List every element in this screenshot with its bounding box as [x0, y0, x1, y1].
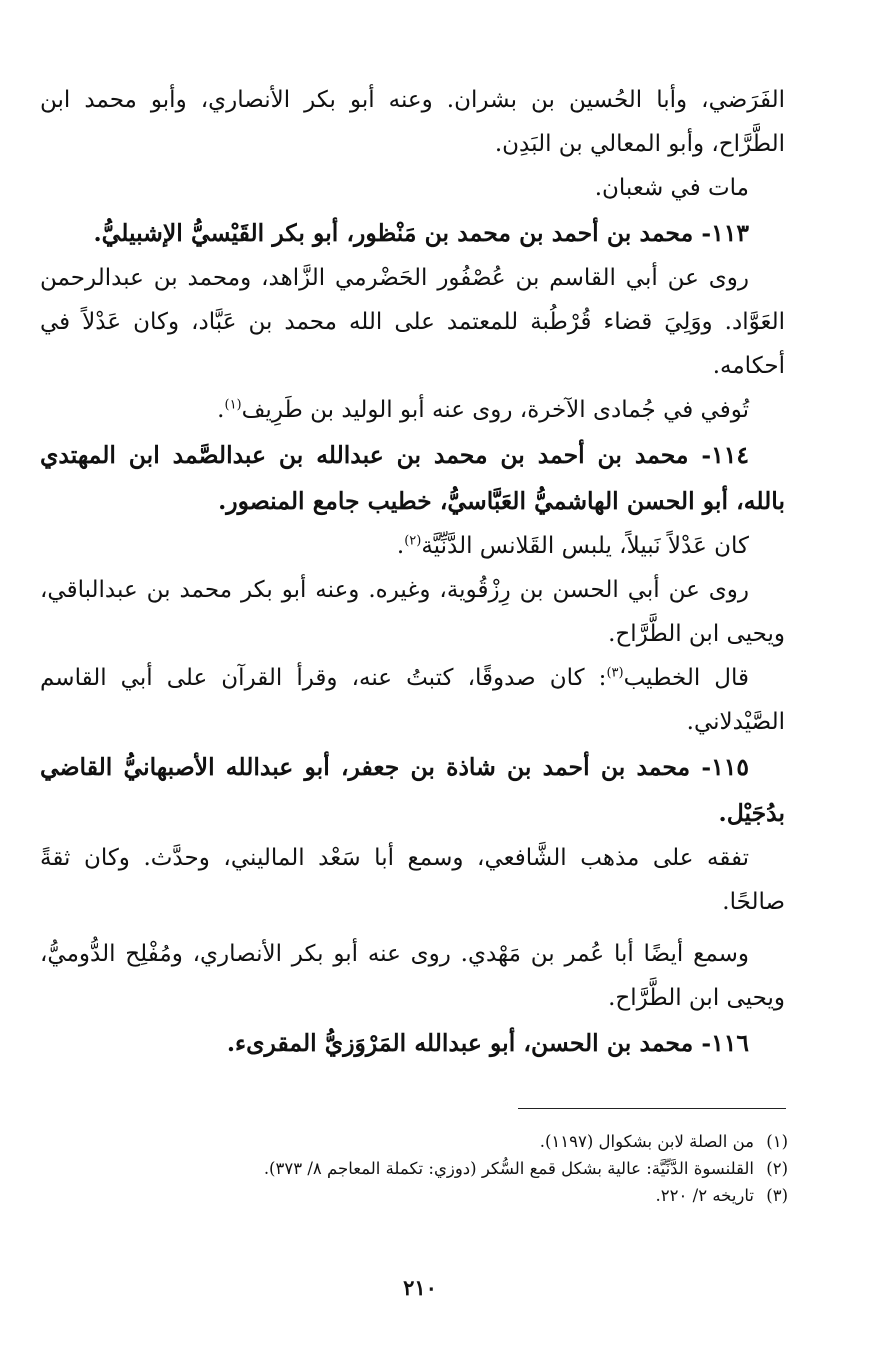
entry-113-death-text: تُوفي في جُمادى الآخرة، روى عنه أبو الوليد بن طَرِيف — [241, 397, 749, 423]
entry-113-death-end: . — [217, 397, 225, 423]
footnote-divider — [518, 1108, 786, 1109]
entry-115-heading: ١١٥- محمد بن أحمد بن شاذة بن جعفر، أبو عبدالله الأصبهانيُّ القاضي بدُجَيْل. — [40, 753, 785, 827]
footnote-2 — [100, 1155, 788, 1182]
footnote-3 — [100, 1182, 788, 1209]
entry-114-narration: روى عن أبي الحسن بن رِزْقُوية، وغيره. وعنه أبو بكر محمد بن عبدالباقي، ويحيى ابن الطَّرَّاح. — [40, 577, 785, 647]
entry-113-narration: روى عن أبي القاسم بن عُصْفُور الحَضْرمي الزَّاهد، ومحمد بن عبدالرحمن العَوَّاد. ووَلِيَ قضاء قُرْطُبة للمعتمد على الله محمد بن عَبَّاد، وكان عَدْلاً في أحكامه. — [40, 265, 785, 379]
footnote-text: القلنسوة الدَّنِّيَّة: عالية بشكل قمع السُّكر (دوزي: تكملة المعاجم ٨/ ٣٧٣). — [263, 1159, 754, 1178]
entry-115-study: تفقه على مذهب الشَّافعي، وسمع أبا سَعْد الماليني، وحدَّث. وكان ثقةً صالحًا. — [40, 845, 785, 915]
entry-114-heading: ١١٤- محمد بن أحمد بن محمد بن عبدالله بن عبدالصَّمد ابن المهتدي بالله، أبو الحسن الهاشميُّ العَبَّاسيُّ، خطيب جامع المنصور. — [40, 441, 785, 515]
footnote-number: (١) — [766, 1132, 788, 1151]
entry-113-death — [40, 388, 785, 432]
page-number: ٢١٠ — [403, 1275, 437, 1300]
paragraph-continuation: الفَرَضي، وأبا الحُسين بن بشران. وعنه أبو بكر الأنصاري، وأبو محمد ابن الطَّرَّاح، وأبو المعالي بن البَدِن. — [40, 87, 785, 157]
entry-114-description-text: كان عَدْلاً نَبيلاً، يلبس القَلانس الدَّنِّيَّة — [421, 533, 749, 559]
footnote-number: (٣) — [766, 1186, 788, 1205]
entry-114-description-end: . — [396, 533, 405, 559]
footnote-ref-3[interactable]: (٣) — [606, 665, 624, 681]
entry-115-narration: وسمع أيضًا أبا عُمر بن مَهْدي. روى عنه أبو بكر الأنصاري، ومُفْلِح الدُّوميُّ، ويحيى ابن الطَّرَّاح. — [40, 941, 785, 1011]
entry-116-heading: ١١٦- محمد بن الحسن، أبو عبدالله المَرْوَزيُّ المقرىء. — [226, 1029, 749, 1057]
footnote-text: تاريخه ٢/ ٢٢٠. — [655, 1186, 754, 1205]
entry-113-heading: ١١٣- محمد بن أحمد بن محمد بن مَنْظور، أبو بكر القَيْسيُّ الإشبيليُّ. — [93, 219, 749, 247]
footnote-ref-2[interactable]: (٢) — [404, 533, 422, 549]
entry-114-khatib-text: : كان صدوقًا، كتبتُ عنه، وقرأ القرآن على أبي القاسم الصَّيْدلاني. — [40, 665, 785, 735]
footnote-ref-1[interactable]: (١) — [224, 397, 242, 413]
entry-114-khatib-label: قال الخطيب — [623, 665, 749, 691]
footnote-1 — [100, 1128, 788, 1155]
entry-114-description — [40, 524, 785, 568]
footnote-number: (٢) — [766, 1159, 788, 1178]
paragraph-death-note: مات في شعبان. — [594, 175, 749, 201]
page-body — [40, 78, 785, 1066]
footnote-text: من الصلة لابن بشكوال (١١٩٧). — [539, 1132, 754, 1151]
footnotes — [100, 1128, 788, 1209]
paragraph-gap — [40, 924, 785, 932]
entry-114-khatib-quote — [40, 656, 785, 744]
